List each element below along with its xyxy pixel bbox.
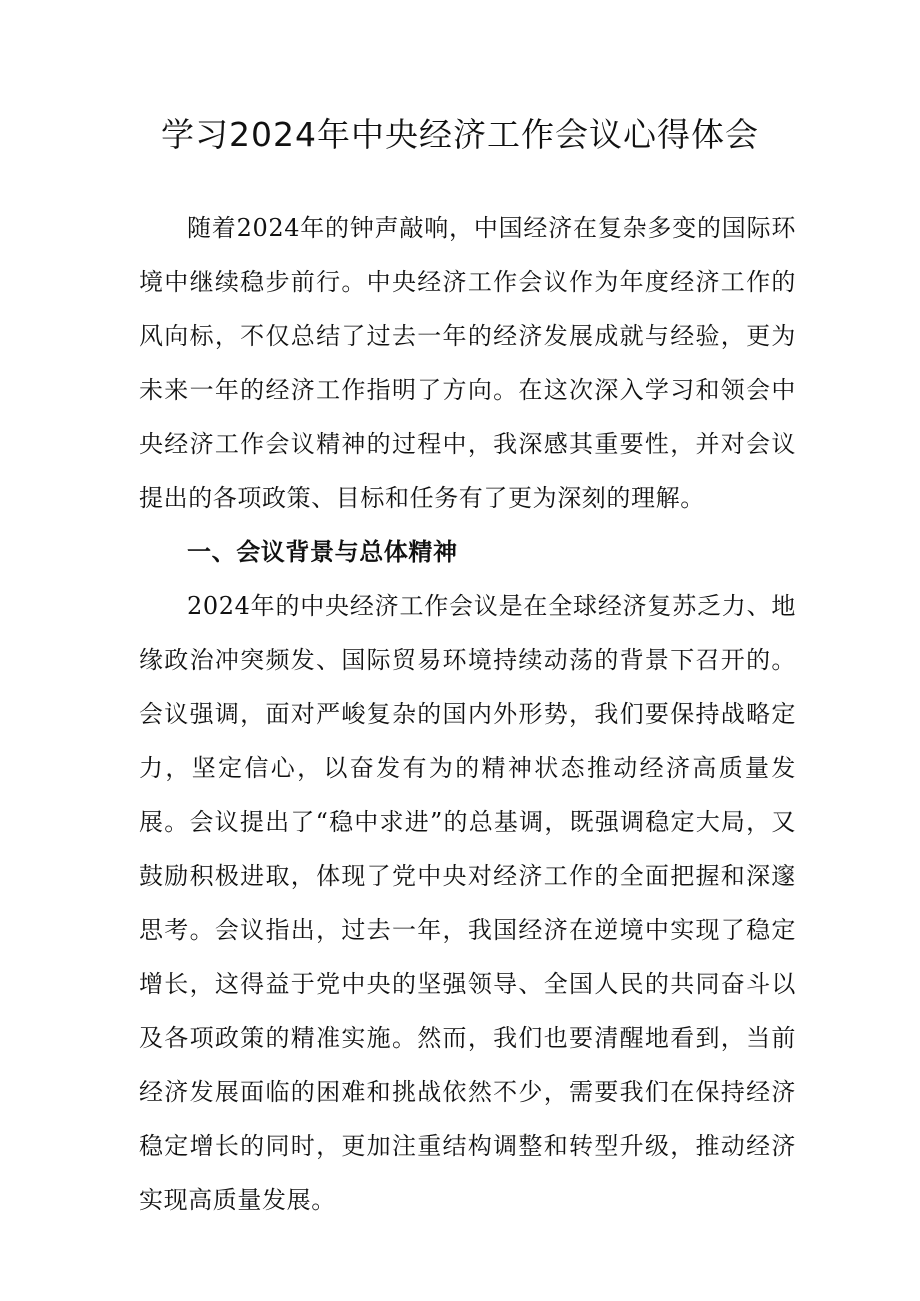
document-body — [139, 201, 796, 1227]
document-title: 学习2024年中央经济工作会议心得体会 — [161, 115, 759, 154]
section-paragraph: 2024年的中央经济工作会议是在全球经济复苏乏力、地缘政治冲突频发、国际贸易环境持续动荡的背景下召开的。会议强调，面对严峻复杂的国内外形势，我们要保持战略定力，坚定信心，以奋发有为的精神状态推动经济高质量发展。会议提出了“稳中求进”的总基调，既强调稳定大局，又鼓励积极进取，体现了党中央对经济工作的全面把握和深邃思考。会议指出，过去一年，我国经济在逆境中实现了稳定增长，这得益于党中央的坚强领导、全国人民的共同奋斗以及各项政策的精准实施。然而，我们也要清醒地看到，当前经济发展面临的困难和挑战依然不少，需要我们在保持经济稳定增长的同时，更加注重结构调整和转型升级，推动经济实现高质量发展。 — [139, 592, 796, 1214]
intro-paragraph: 随着2024年的钟声敲响，中国经济在复杂多变的国际环境中继续稳步前行。中央经济工作会议作为年度经济工作的风向标，不仅总结了过去一年的经济发展成就与经验，更为未来一年的经济工作指明了方向。在这次深入学习和领会中央经济工作会议精神的过程中，我深感其重要性，并对会议提出的各项政策、目标和任务有了更为深刻的理解。 — [139, 214, 796, 512]
section-heading: 一、会议背景与总体精神 — [187, 538, 458, 566]
